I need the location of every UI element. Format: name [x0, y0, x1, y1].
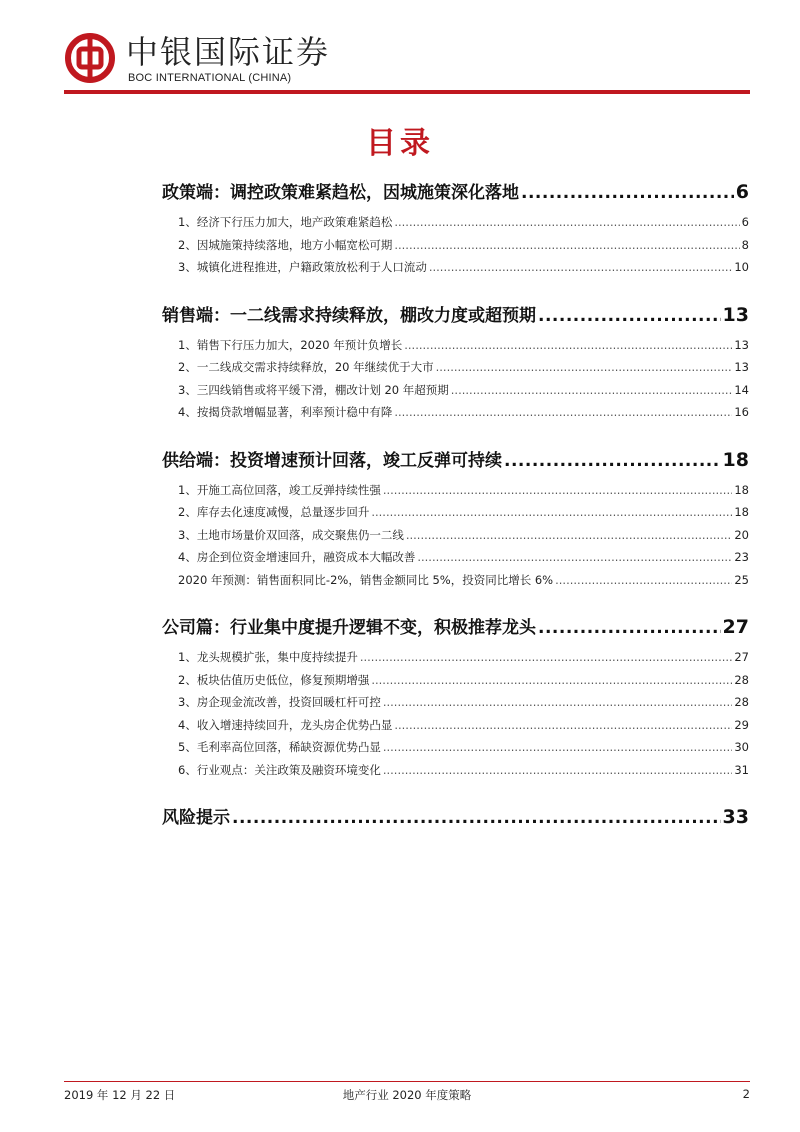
toc-item[interactable]: [162, 482, 749, 505]
toc-section-title: 公司篇：行业集中度提升逻辑不变，积极推荐龙头: [162, 618, 536, 638]
toc-item-title: 2、库存去化速度减慢，总量逐步回升: [178, 505, 370, 519]
dot-leader: [404, 338, 732, 352]
toc-item-title: 1、龙头规模扩张，集中度持续提升: [178, 650, 358, 664]
dot-leader: [371, 505, 732, 519]
toc-item[interactable]: [162, 382, 749, 405]
section-spacer: [162, 206, 749, 214]
section-spacer: [162, 474, 749, 482]
dot-leader: [232, 808, 721, 828]
toc-item-title: 2、一二线成交需求持续释放，20 年继续优于大市: [178, 360, 434, 374]
toc-item[interactable]: [162, 739, 749, 762]
dot-leader: [383, 740, 733, 754]
toc-item-page: 23: [734, 550, 749, 564]
dot-leader: [394, 238, 739, 252]
toc-item[interactable]: [162, 549, 749, 572]
toc-item-page: 28: [734, 695, 749, 709]
section-gap: [162, 427, 749, 438]
company-name-en: BOC INTERNATIONAL (CHINA): [128, 72, 292, 84]
toc-item-page: 13: [734, 337, 749, 352]
toc-item-page: 14: [734, 382, 749, 397]
toc-title: 目录: [366, 126, 434, 161]
toc-item[interactable]: [162, 359, 749, 382]
dot-leader: [394, 405, 732, 419]
toc-item[interactable]: [162, 762, 749, 785]
toc-section-page: 33: [722, 806, 749, 828]
company-name-cn: 中银国际证券: [126, 33, 331, 71]
toc-section-page: 6: [735, 181, 749, 203]
dot-leader: [394, 215, 739, 229]
toc-item[interactable]: [162, 237, 749, 260]
toc-item-page: 27: [734, 650, 749, 664]
toc-item-page: 29: [734, 717, 749, 732]
toc-item-title: 1、开施工高位回落，竣工反弹持续性强: [178, 482, 381, 497]
toc-item[interactable]: [162, 572, 749, 595]
toc-item[interactable]: [162, 504, 749, 527]
dot-leader: [383, 483, 733, 497]
toc-section[interactable]: [162, 613, 749, 641]
dot-leader: [383, 763, 733, 777]
dot-leader: [417, 550, 732, 564]
table-of-contents: [162, 170, 749, 831]
toc-item[interactable]: [162, 214, 749, 237]
toc-item-page: 6: [741, 215, 749, 229]
report-header: [64, 32, 750, 94]
toc-item-page: 18: [734, 482, 749, 497]
toc-item[interactable]: [162, 259, 749, 282]
dot-leader: [371, 673, 732, 687]
toc-section-page: 27: [722, 616, 749, 638]
boc-logo-icon: [64, 32, 116, 84]
toc-item[interactable]: [162, 717, 749, 740]
toc-item-title: 2、因城施策持续落地，地方小幅宽松可期: [178, 237, 393, 252]
header-divider: [64, 90, 750, 94]
toc-section-title: 销售端：一二线需求持续释放，棚改力度或超预期: [162, 305, 536, 326]
section-gap: [162, 784, 749, 795]
toc-item[interactable]: [162, 404, 749, 427]
toc-section-title: 风险提示: [162, 808, 230, 828]
toc-item[interactable]: [162, 649, 749, 672]
toc-section-page: 18: [722, 448, 749, 471]
section-spacer: [162, 641, 749, 649]
dot-leader: [436, 360, 733, 374]
dot-leader: [521, 183, 734, 203]
toc-item-page: 13: [734, 360, 749, 374]
footer-date: 2019 年 12 月 22 日: [64, 1088, 176, 1102]
dot-leader: [360, 650, 733, 664]
toc-item-title: 3、房企现金流改善，投资回暖杠杆可控: [178, 695, 381, 709]
toc-section[interactable]: [162, 178, 749, 206]
toc-section[interactable]: [162, 803, 749, 831]
toc-item-page: 28: [734, 672, 749, 687]
toc-section-page: 13: [722, 303, 749, 326]
toc-item-title: 1、经济下行压力加大，地产政策难紧趋松: [178, 215, 393, 229]
toc-section[interactable]: [162, 301, 749, 329]
toc-item-page: 10: [734, 260, 749, 274]
dot-leader: [555, 573, 732, 587]
toc-item-page: 18: [734, 505, 749, 519]
toc-item-title: 1、销售下行压力加大，2020 年预计负增长: [178, 337, 403, 352]
toc-item-title: 3、三四线销售或将平缓下滑，棚改计划 20 年超预期: [178, 382, 449, 397]
footer-page-number: 2: [742, 1087, 750, 1101]
toc-item-title: 5、毛利率高位回落，稀缺资源优势凸显: [178, 740, 381, 754]
section-spacer: [162, 329, 749, 337]
dot-leader: [451, 383, 733, 397]
section-gap: [162, 282, 749, 293]
dot-leader: [504, 451, 721, 471]
dot-leader: [394, 718, 732, 732]
toc-item-page: 8: [741, 237, 749, 252]
toc-section-title: 政策端：调控政策难紧趋松，因城施策深化落地: [162, 183, 519, 203]
footer-divider: [64, 1081, 750, 1082]
toc-section-title: 供给端：投资增速预计回落，竣工反弹可持续: [162, 450, 502, 471]
toc-item-page: 25: [734, 572, 749, 587]
toc-section[interactable]: [162, 446, 749, 474]
toc-item[interactable]: [162, 694, 749, 717]
dot-leader: [538, 306, 721, 326]
section-gap: [162, 594, 749, 605]
toc-item-page: 16: [734, 405, 749, 419]
toc-item-title: 4、收入增速持续回升，龙头房企优势凸显: [178, 717, 393, 732]
toc-item-title: 3、土地市场量价双回落，成交聚焦仍一二线: [178, 527, 404, 542]
toc-item-title: 4、按揭贷款增幅显著，利率预计稳中有降: [178, 405, 393, 419]
toc-item[interactable]: [162, 527, 749, 550]
dot-leader: [383, 695, 733, 709]
toc-item-title: 2020 年预测：销售面积同比-2%，销售金额同比 5%，投资同比增长 6%: [178, 572, 554, 587]
dot-leader: [406, 528, 733, 542]
toc-item-page: 20: [734, 527, 749, 542]
toc-item-title: 3、城镇化进程推进，户籍政策放松利于人口流动: [178, 260, 427, 274]
toc-item-page: 31: [734, 762, 749, 777]
toc-item[interactable]: [162, 337, 749, 360]
toc-item-title: 6、行业观点：关注政策及融资环境变化: [178, 762, 381, 777]
toc-item[interactable]: [162, 672, 749, 695]
toc-item-title: 2、板块估值历史低位，修复预期增强: [178, 672, 370, 687]
footer-report-name: 地产行业 2020 年度策略: [342, 1088, 472, 1102]
dot-leader: [538, 618, 721, 638]
toc-item-title: 4、房企到位资金增速回升，融资成本大幅改善: [178, 550, 416, 564]
toc-item-page: 30: [734, 740, 749, 754]
dot-leader: [429, 260, 733, 274]
